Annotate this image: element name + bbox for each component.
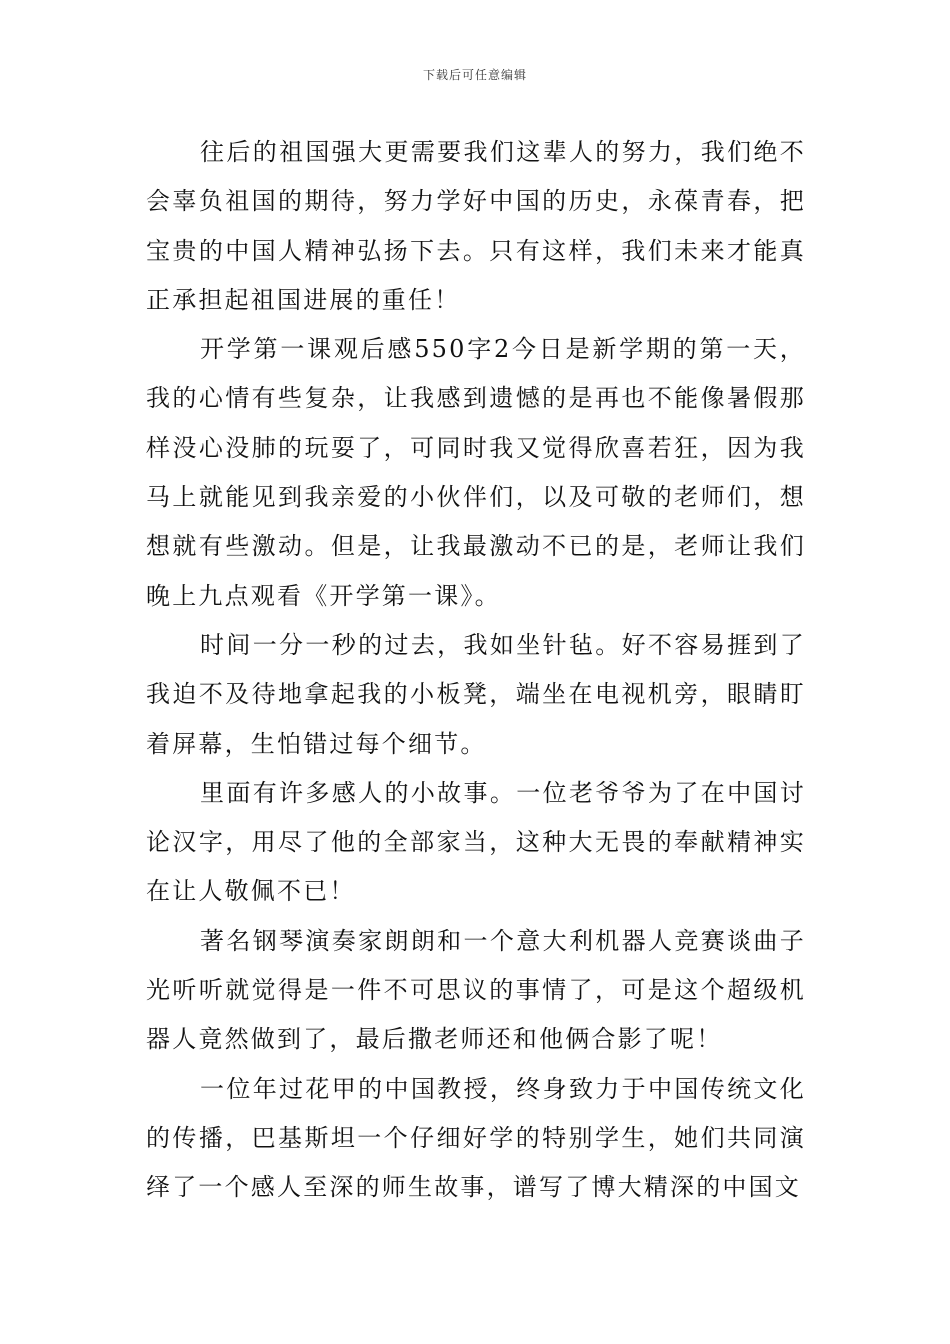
page-header: 下载后可任意编辑	[422, 68, 527, 82]
paragraph-4: 里面有许多感人的小故事。一位老爷爷为了在中国讨论汉字，用尽了他的全部家当，这种大无畏的奉献精神实在让人敬佩不已！	[146, 778, 806, 906]
document-body	[146, 128, 806, 1213]
paragraph-6: 一位年过花甲的中国教授，终身致力于中国传统文化的传播，巴基斯坦一个仔细好学的特别学生，她们共同演绎了一个感人至深的师生故事，谱写了博大精深的中国文	[146, 1074, 806, 1202]
paragraph-1: 往后的祖国强大更需要我们这辈人的努力，我们绝不会辜负祖国的期待，努力学好中国的历史，永葆青春，把宝贵的中国人精神弘扬下去。只有这样，我们未来才能真正承担起祖国进展的重任！	[146, 138, 806, 314]
paragraph-5: 著名钢琴演奏家朗朗和一个意大利机器人竞赛谈曲子光听听就觉得是一件不可思议的事情了，可是这个超级机器人竟然做到了，最后撒老师还和他俩合影了呢！	[146, 926, 806, 1054]
paragraph-3: 时间一分一秒的过去，我如坐针毡。好不容易捱到了我迫不及待地拿起我的小板凳，端坐在电视机旁，眼睛盯着屏幕，生怕错过每个细节。	[146, 630, 806, 758]
paragraph-2: 开学第一课观后感550字2今日是新学期的第一天，我的心情有些复杂，让我感到遗憾的是再也不能像暑假那样没心没肺的玩耍了，可同时我又觉得欣喜若狂，因为我马上就能见到我亲爱的小伙伴们，以及可敬的老师们，想想就有些激动。但是，让我最激动不已的是，老师让我们晚上九点观看《开学第一课》。	[146, 335, 806, 610]
